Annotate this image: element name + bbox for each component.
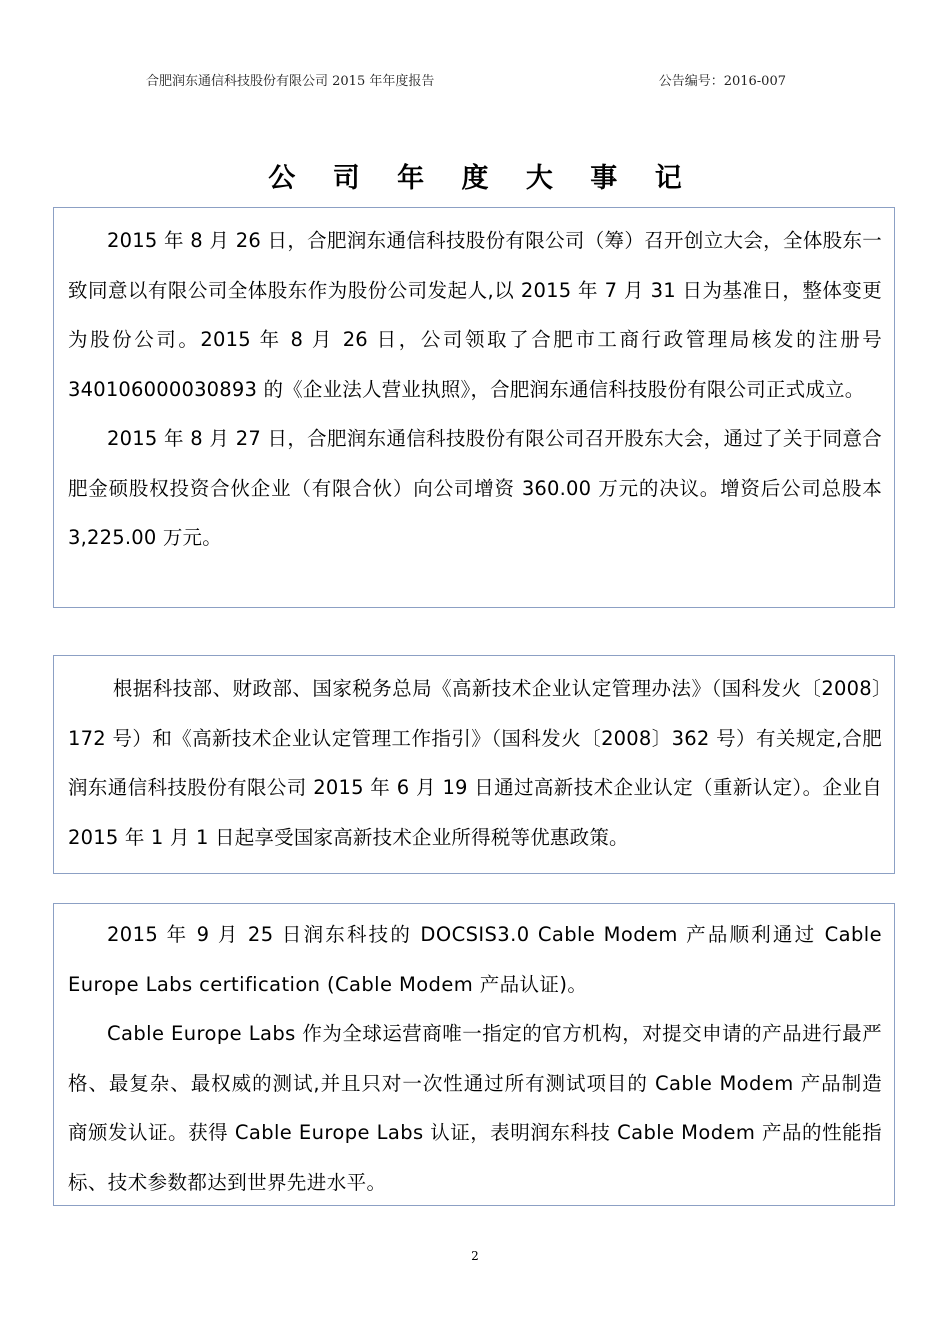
- page-title: 公 司 年 度 大 事 记: [268, 163, 696, 194]
- announcement-number: 公告编号：2016-007: [658, 74, 786, 89]
- event-box-high-tech-certification: [53, 655, 895, 874]
- event-paragraph: Cable Europe Labs 作为全球运营商唯一指定的官方机构，对提交申请的产品进行最严格、最复杂、最权威的测试,并且只对一次性通过所有测试项目的 Cable Modem 产品制造商颁发认证。获得 Cable Europe Labs 认证，表明润东科技 Cable Modem 产品的性能指标、技术参数都达到世界先进水平。: [68, 1022, 882, 1194]
- event-box-cable-labs-certification: [53, 903, 895, 1206]
- event-box-incorporation: [53, 207, 895, 608]
- report-title: 合肥润东通信科技股份有限公司 2015 年年度报告: [146, 74, 435, 89]
- event-paragraph: 2015 年 8 月 26 日，合肥润东通信科技股份有限公司（筹）召开创立大会，全体股东一致同意以有限公司全体股东作为股份公司发起人,以 2015 年 7 月 31 日为基准日，整体变更为股份公司。2015 年 8 月 26 日，公司领取了合肥市工商行政管理局核发的注册号 340106000030893 的《企业法人营业执照》，合肥润东通信科技股份有限公司正式成立。: [68, 229, 882, 401]
- event-paragraph: 根据科技部、财政部、国家税务总局《高新技术企业认定管理办法》（国科发火〔2008〕172 号）和《高新技术企业认定管理工作指引》（国科发火〔2008〕362 号）有关规定,合肥润东通信科技股份有限公司 2015 年 6 月 19 日通过高新技术企业认定（重新认定）。企业自 2015 年 1 月 1 日起享受国家高新技术企业所得税等优惠政策。: [68, 677, 882, 849]
- event-paragraph: 2015 年 9 月 25 日润东科技的 DOCSIS3.0 Cable Modem 产品顺利通过 Cable Europe Labs certification (Cable Modem 产品认证)。: [68, 923, 882, 996]
- page-number: 2: [471, 1249, 479, 1263]
- event-paragraph: 2015 年 8 月 27 日，合肥润东通信科技股份有限公司召开股东大会，通过了关于同意合肥金硕股权投资合伙企业（有限合伙）向公司增资 360.00 万元的决议。增资后公司总股本 3,225.00 万元。: [68, 427, 882, 549]
